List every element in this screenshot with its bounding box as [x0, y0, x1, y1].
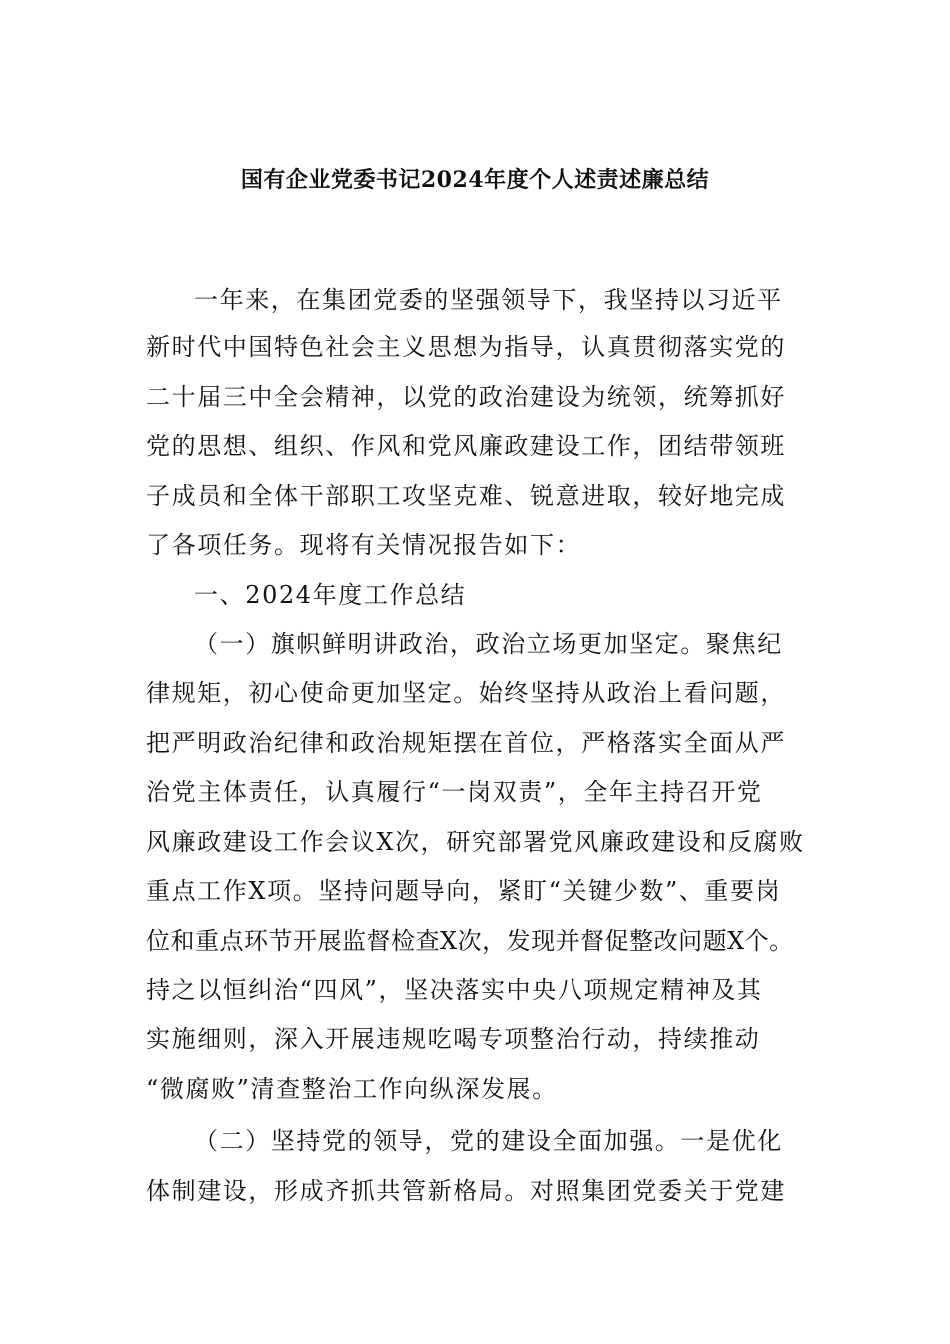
paragraph-line: 治党主体责任，认真履行“一岗双责”，全年主持召开党 — [146, 778, 763, 806]
document-title: 国有企业党委书记2024年度个人述责述廉总结 — [240, 167, 710, 193]
paragraph-line: 实施细则，深入开展违规吃喝专项整治行动，持续推动 — [146, 1025, 761, 1053]
paragraph-line: 子成员和全体干部职工攻坚克难、锐意进取，较好地完成 — [146, 482, 786, 510]
paragraph-line: 党的思想、组织、作风和党风廉政建设工作，团结带领班 — [146, 432, 786, 460]
paragraph-line: 位和重点环节开展监督检查X次，发现并督促整改问题X个。 — [146, 927, 794, 955]
paragraph-line: 体制建设，形成齐抓共管新格局。对照集团党委关于党建 — [146, 1177, 786, 1205]
subsection-heading-line: （二）坚持党的领导，党的建设全面加强。一是优化 — [194, 1127, 783, 1155]
paragraph-line: 把严明政治纪律和政治规矩摆在首位，严格落实全面从严 — [146, 729, 786, 757]
paragraph-line: 重点工作X项。坚持问题导向，紧盯“关键少数”、重要岗 — [146, 877, 782, 905]
paragraph-line: 一年来，在集团党委的坚强领导下，我坚持以习近平 — [194, 286, 783, 314]
subsection-heading-line: （一）旗帜鲜明讲政治，政治立场更加坚定。聚焦纪 — [194, 630, 783, 658]
paragraph-line: 律规矩，初心使命更加坚定。始终坚持从政治上看问题， — [146, 679, 786, 707]
paragraph-line: 新时代中国特色社会主义思想为指导，认真贯彻落实党的 — [146, 333, 786, 361]
section-heading: 一、2024年度工作总结 — [194, 581, 467, 609]
paragraph-line: 了各项任务。现将有关情况报告如下： — [146, 531, 582, 559]
paragraph-line: 二十届三中全会精神，以党的政治建设为统领，统筹抓好 — [146, 383, 786, 411]
paragraph-line: 风廉政建设工作会议X次，研究部署党风廉政建设和反腐败 — [146, 828, 805, 856]
paragraph-line: “微腐败”清查整治工作向纵深发展。 — [146, 1075, 558, 1103]
paragraph-line: 持之以恒纠治“四风”，坚决落实中央八项规定精神及其 — [146, 976, 763, 1004]
